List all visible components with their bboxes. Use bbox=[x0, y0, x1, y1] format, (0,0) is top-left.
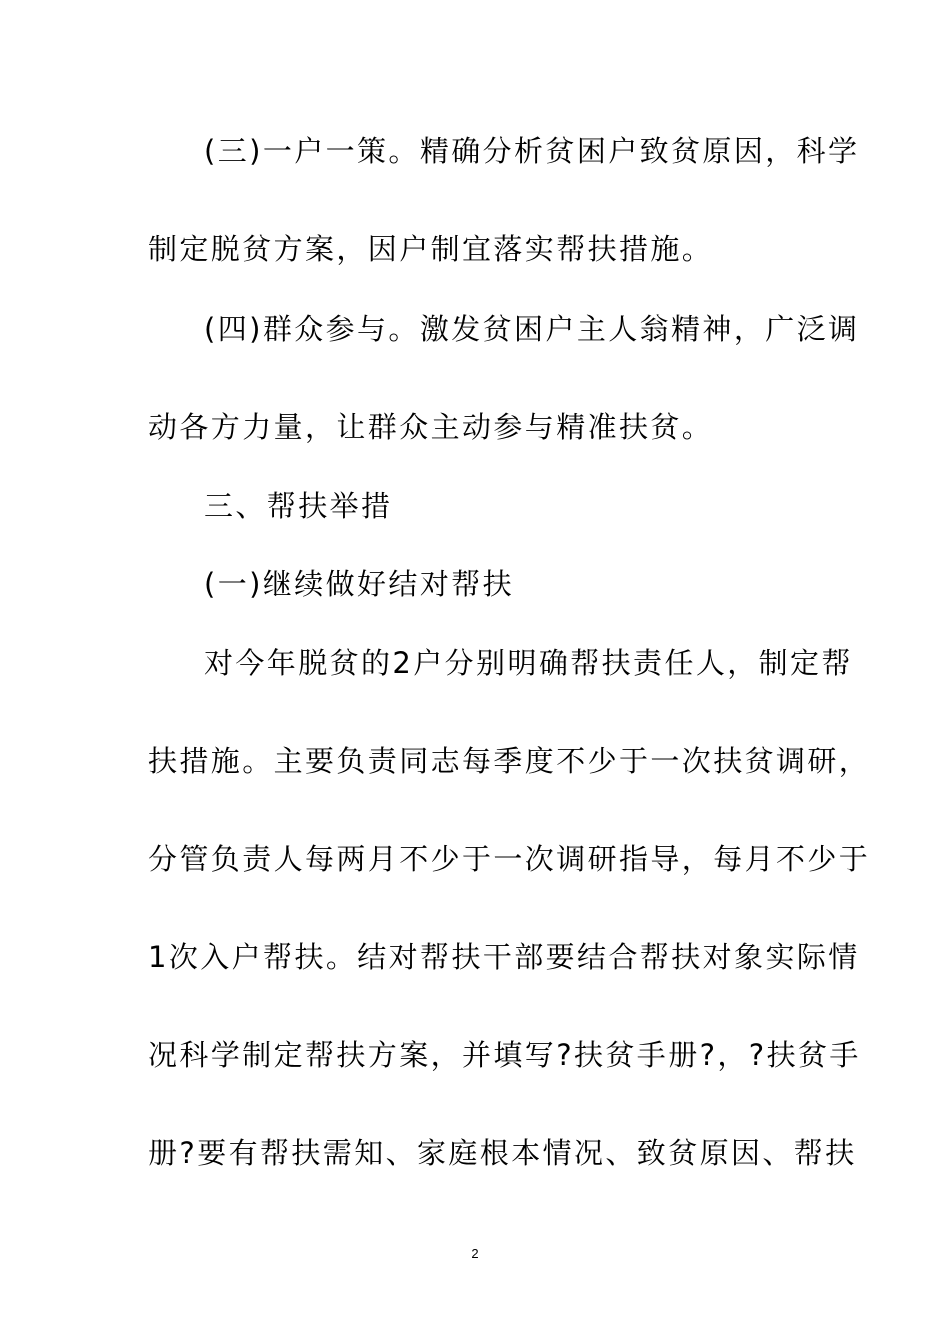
page-number: 2 bbox=[471, 1246, 479, 1261]
paragraph-line: 制定脱贫方案，因户制宜落实帮扶措施。 bbox=[148, 232, 714, 266]
paragraph-line: 动各方力量，让群众主动参与精准扶贫。 bbox=[148, 410, 714, 444]
paragraph-line: 分管负责人每两月不少于一次调研指导，每月不少于 bbox=[148, 842, 871, 876]
paragraph-line: (四)群众参与。激发贫困户主人翁精神，广泛调 bbox=[204, 312, 860, 346]
paragraph-line: 况科学制定帮扶方案，并填写?扶贫手册?，?扶贫手 bbox=[148, 1038, 861, 1072]
section-heading: 三、帮扶举措 bbox=[204, 489, 393, 523]
paragraph-line: 扶措施。主要负责同志每季度不少于一次扶贫调研， bbox=[148, 744, 871, 778]
paragraph-line: 1次入户帮扶。结对帮扶干部要结合帮扶对象实际情 bbox=[148, 940, 860, 974]
paragraph-line: 册?要有帮扶需知、家庭根本情况、致贫原因、帮扶 bbox=[148, 1136, 857, 1170]
subsection-heading: (一)继续做好结对帮扶 bbox=[204, 567, 515, 601]
paragraph-line: (三)一户一策。精确分析贫困户致贫原因，科学 bbox=[204, 134, 860, 168]
paragraph-line: 对今年脱贫的2户分别明确帮扶责任人，制定帮 bbox=[204, 646, 853, 680]
